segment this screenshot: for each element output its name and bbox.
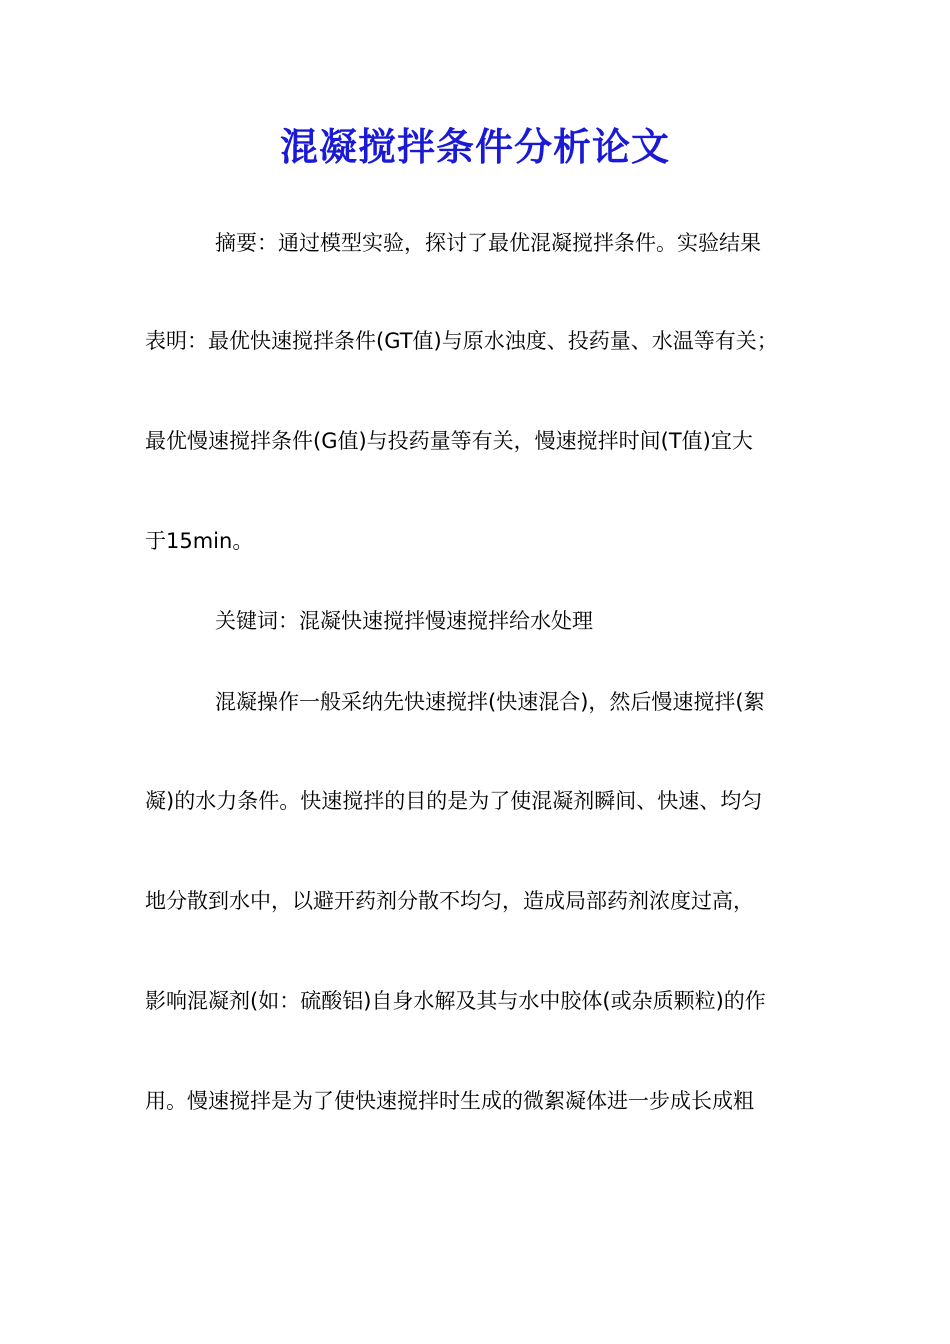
abstract-line-3: 最优慢速搅拌条件(G值)与投药量等有关，慢速搅拌时间(T值)宜大 bbox=[145, 429, 753, 453]
keywords-line: 关键词：混凝快速搅拌慢速搅拌给水处理 bbox=[215, 609, 593, 633]
abstract-line-1: 摘要：通过模型实验，探讨了最优混凝搅拌条件。实验结果 bbox=[215, 231, 761, 255]
body-line-2: 凝)的水力条件。快速搅拌的目的是为了使混凝剂瞬间、快速、均匀 bbox=[145, 789, 763, 813]
abstract-line-2: 表明：最优快速搅拌条件(GT值)与原水浊度、投药量、水温等有关； bbox=[145, 329, 778, 353]
body-line-1: 混凝操作一般采纳先快速搅拌(快速混合)，然后慢速搅拌(絮 bbox=[215, 690, 765, 714]
body-line-5: 用。慢速搅拌是为了使快速搅拌时生成的微絮凝体进一步成长成粗 bbox=[145, 1089, 754, 1113]
document-title: 混凝搅拌条件分析论文 bbox=[279, 124, 670, 169]
body-line-3: 地分散到水中，以避开药剂分散不均匀，造成局部药剂浓度过高， bbox=[145, 889, 754, 913]
abstract-line-4: 于15min。 bbox=[145, 529, 254, 553]
body-line-4: 影响混凝剂(如：硫酸铝)自身水解及其与水中胶体(或杂质颗粒)的作 bbox=[145, 989, 766, 1013]
